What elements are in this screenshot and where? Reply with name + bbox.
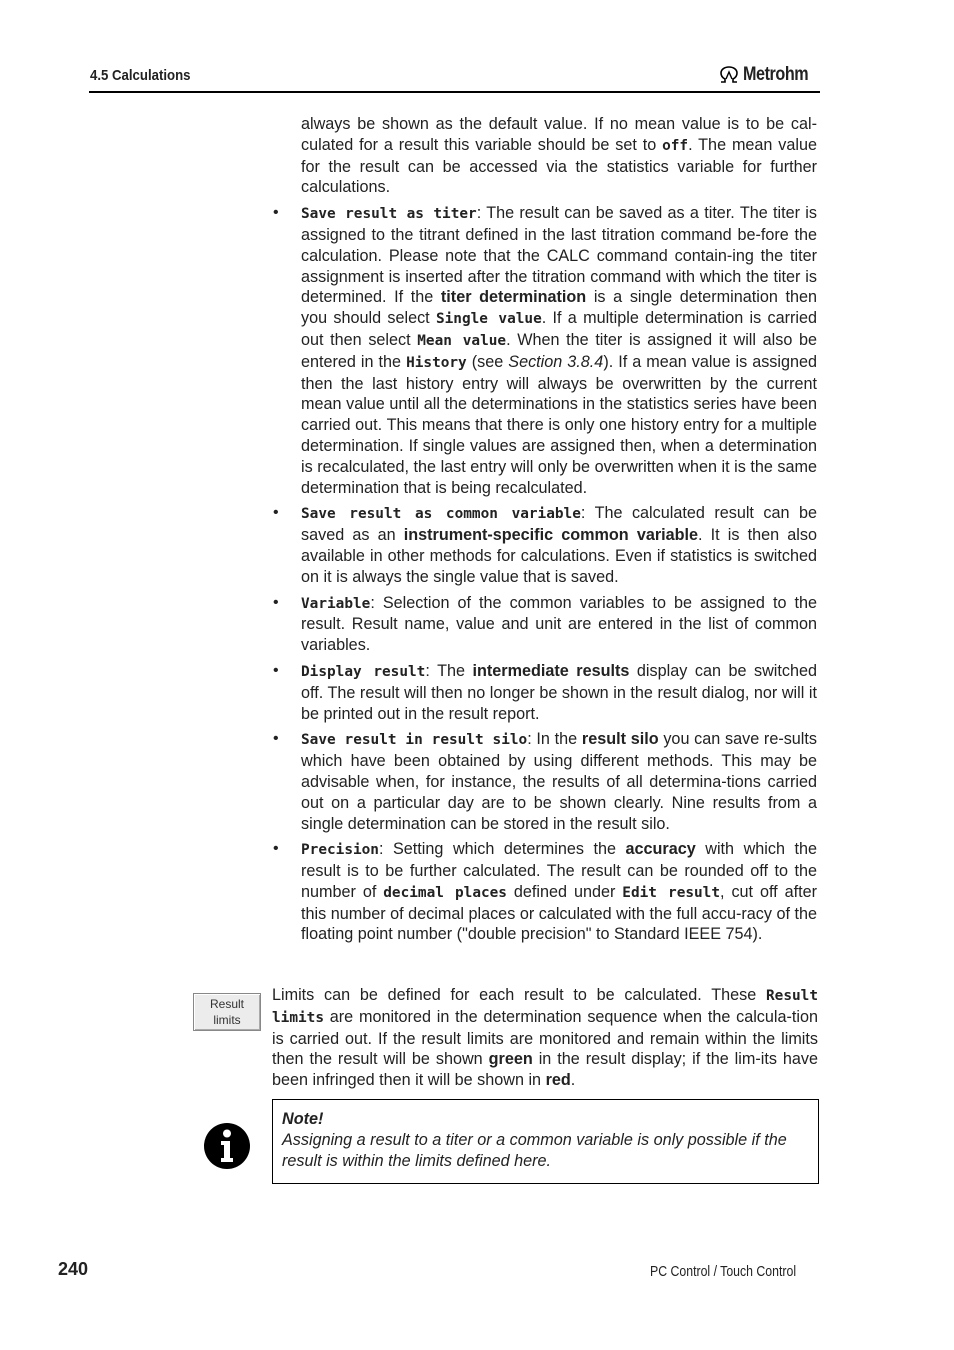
intro-paragraph: always be shown as the default value. If no mean value is to be cal-culated for a result this variable should be set to off. The mean value for the result can be accessed via the statistics variable for further calculations. [301, 115, 818, 197]
metrohm-logo [718, 64, 820, 86]
footer-title: PC Control / Touch Control [650, 1263, 797, 1280]
option-term: Variable [301, 595, 371, 612]
option-term: Save result in result silo [301, 732, 528, 749]
code-term: off [662, 137, 689, 154]
result-limits-paragraph: Limits can be defined for each result to be calculated. These Result limits are monitored in the determination sequence when the calcula-tion is carried out. If the result limits are monitored and remain within the limits then the result will be shown green in the result display; if the lim-its have been infringed then it will be shown in red. [272, 986, 818, 1090]
option-term: Save result as titer [301, 206, 477, 223]
list-item-save-as-common-variable: • Save result as common variable: The calculated result can be saved as an instrument-specific common variable. It is then also available in other methods for calculations. Even if statistics is switched on it is always the single value that is saved. [301, 503, 817, 587]
list-item-variable: • Variable: Selection of the common variables to be assigned to the result. Result name, value and unit are entered in the list of common variables. [301, 593, 817, 656]
note-title: Note! [282, 1110, 324, 1128]
page-number: 240 [58, 1259, 89, 1279]
option-term: Precision [301, 842, 379, 859]
list-item-display-result: • Display result: The intermediate results display can be switched off. The result will then no longer be shown in the result dialog, nor will it be printed out in the result report. [301, 661, 817, 724]
result-limits-button-line1: Result [209, 997, 244, 1011]
note-text: Assigning a result to a titer or a common variable is only possible if the result is within the limits defined here. [282, 1130, 787, 1170]
main-content [301, 114, 817, 945]
header-rule [89, 91, 820, 93]
info-icon [203, 1122, 251, 1170]
option-term: Display result [301, 663, 426, 680]
option-term: Save result as common variable [301, 506, 581, 523]
list-item-save-as-titer: • Save result as titer: The result can be saved as a titer. The titer is assigned to the titrant defined in the last titration command be-fore the calculation. Please note that the CALC command contain-ing the titer assignment is inserted after the titration command with which the titer is determined. If the titer determination is a single determination then you should select Single value. If a multiple determination is carried out then select Mean value. When the titer is assigned it will also be entered in the History (see Section 3.8.4). If a mean value is assigned then the last history entry will always be overwritten by the current mean value until all the determinations in the statistics series have been carried out. This means that there is only one history entry for a multiple determination. If single values are assigned then, when a determination is recalculated, the last entry will only be overwritten when it is the same determination that is being recalculated. [301, 203, 817, 498]
logo-text: Metrohm [743, 64, 809, 85]
section-title: 4.5 Calculations [90, 67, 191, 84]
note-box [272, 1099, 819, 1184]
list-item-save-in-result-silo: • Save result in result silo: In the result silo you can save re-sults which have been obtained by using different methods. This may be advisable when, for instance, the results of all determina-tions carried out on a particular day are to be shown clearly. Nine results from a single determination can be stored in the result silo. [301, 729, 817, 834]
option-list [301, 203, 817, 945]
result-limits-button[interactable] [193, 993, 261, 1031]
result-limits-button-line2: limits [213, 1013, 241, 1027]
list-item-precision: • Precision: Setting which determines the accuracy with which the result is to be further calculated. The result can be rounded off to the number of decimal places defined under Edit result, cut off after this number of decimal places or calculated with the full accu-racy of the floating point number ("double precision" to Standard IEEE 754). [301, 839, 817, 945]
metrohm-omega-icon [718, 66, 740, 84]
